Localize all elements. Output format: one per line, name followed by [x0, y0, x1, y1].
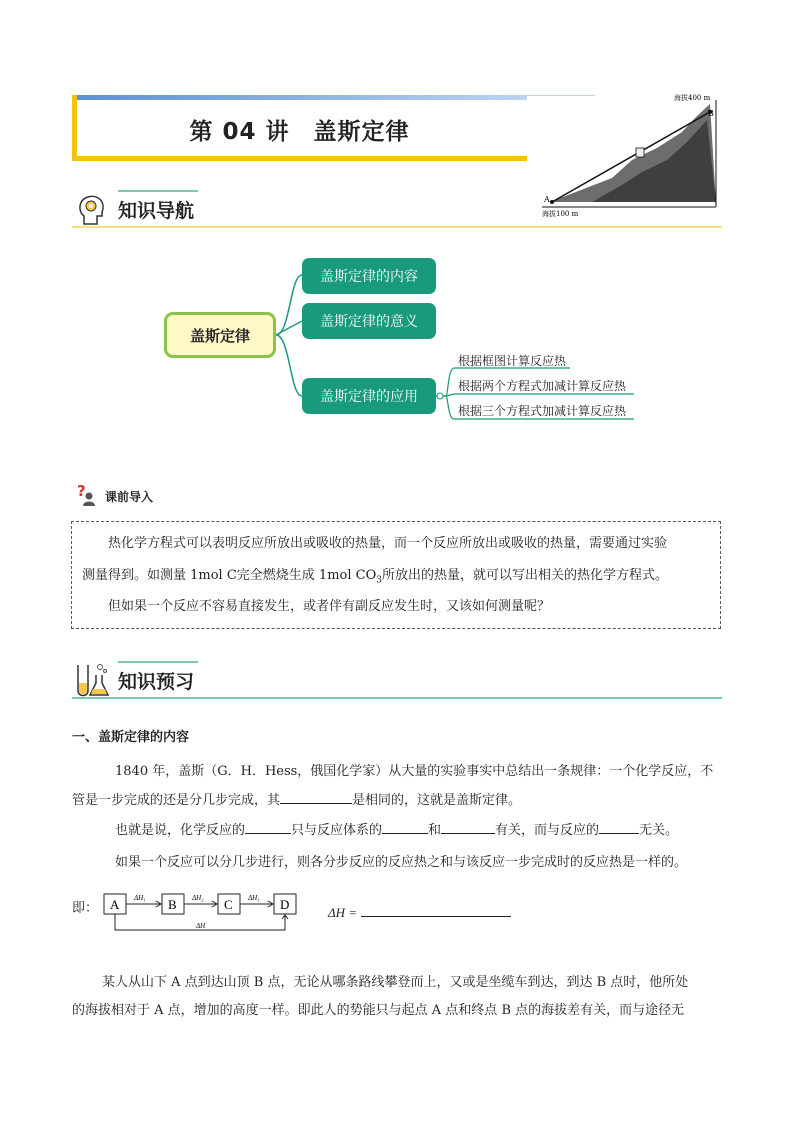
mindmap-root: 盖斯定律: [164, 312, 276, 358]
question-person-icon: [74, 482, 96, 506]
step-label-1: ΔH₁: [134, 894, 146, 902]
hess-cycle-diagram: [98, 886, 308, 936]
lecture-number: 第 04 讲: [189, 119, 290, 145]
step-label-3: ΔH₃: [248, 894, 260, 902]
mountain-bottom-label: 海拔100 m: [542, 210, 579, 218]
banner-bottom-bar: [72, 156, 527, 161]
diagram-prefix: 即：: [72, 901, 99, 916]
intro-line-1: 热化学方程式可以表明反应所放出或吸收的热量，而一个反应所放出或吸收的热量，需要通过实验: [108, 536, 668, 551]
box-b: B: [168, 897, 177, 912]
mountain-top-label: 海拔400 m: [674, 94, 711, 102]
mindmap-leaf-two-equations: 根据两个方程式加减计算反应热: [458, 379, 627, 393]
point-a-label: A: [544, 195, 550, 204]
blank-3[interactable]: [382, 819, 428, 834]
paragraph-2: 也就是说，化学反应的 只与反应体系的 和 有关，而与反应的 无关。: [115, 816, 715, 845]
lecture-topic: 盖斯定律: [313, 119, 410, 145]
blank-5[interactable]: [599, 819, 639, 834]
total-label: ΔH: [196, 922, 206, 930]
step-label-2: ΔH₂: [192, 894, 204, 902]
mindmap-leaf-diagram: 根据框图计算反应热: [458, 354, 567, 368]
point-b-label: B: [708, 109, 714, 118]
delta-h-equation: ΔH =: [328, 902, 511, 921]
mindmap-leaf-three-equations: 根据三个方程式加减计算反应热: [458, 404, 627, 418]
nav-section-title: 知识导航: [118, 200, 195, 222]
preview-section-header: [72, 661, 722, 701]
content-heading: 一、盖斯定律的内容: [72, 730, 190, 745]
head-gears-icon: [74, 192, 108, 226]
intro-line-3: 但如果一个反应不容易直接发生，或者伴有副反应发生时，又该如何测量呢？: [108, 599, 551, 614]
blank-1[interactable]: [280, 789, 352, 804]
banner-top-bar: [72, 95, 527, 100]
blank-delta-h[interactable]: [361, 902, 511, 917]
box-d: D: [280, 897, 290, 912]
paragraph-1-line-1: 1840 年，盖斯（G．H．Hess，俄国化学家）从大量的实验事实中总结出一条规律：一个化学反应，不: [115, 764, 714, 779]
mindmap-branch-meaning: 盖斯定律的意义: [302, 303, 436, 339]
paragraph-3: 如果一个反应可以分几步进行，则各分步反应的反应热之和与该反应一步完成时的反应热是一样的。: [115, 855, 688, 870]
page-title: [72, 113, 527, 146]
intro-label: 课前导入: [105, 490, 154, 504]
box-c: C: [224, 897, 233, 912]
blank-4[interactable]: [441, 819, 495, 834]
preview-section-title: 知识预习: [118, 671, 195, 693]
nav-section-header: [72, 190, 722, 230]
mindmap-branch-application: 盖斯定律的应用: [302, 378, 436, 414]
paragraph-1-line-2: 管是一步完成的还是分几步完成，其 是相同的，这就是盖斯定律。: [72, 786, 722, 815]
paragraph-4-line-1: 某人从山下 A 点到达山顶 B 点，无论从哪条路线攀登而上，又或是坐缆车到达，到达 B 点时，他所处: [102, 975, 689, 990]
blank-2[interactable]: [245, 819, 291, 834]
box-a: A: [110, 897, 120, 912]
svg-text:?: ?: [77, 482, 86, 500]
flask-icon: [72, 661, 110, 699]
paragraph-4-line-2: 的海拔相对于 A 点，增加的高度一样。即此人的势能只与起点 A 点和终点 B 点的海拔差有关，而与途径无: [72, 1003, 685, 1018]
intro-line-2: 测量得到。如测量 1mol C完全燃烧生成 1mol $CO_3$所放出的热量，就可以写出相关的热化学方程式。: [82, 568, 668, 586]
mindmap-branch-content: 盖斯定律的内容: [302, 258, 436, 294]
